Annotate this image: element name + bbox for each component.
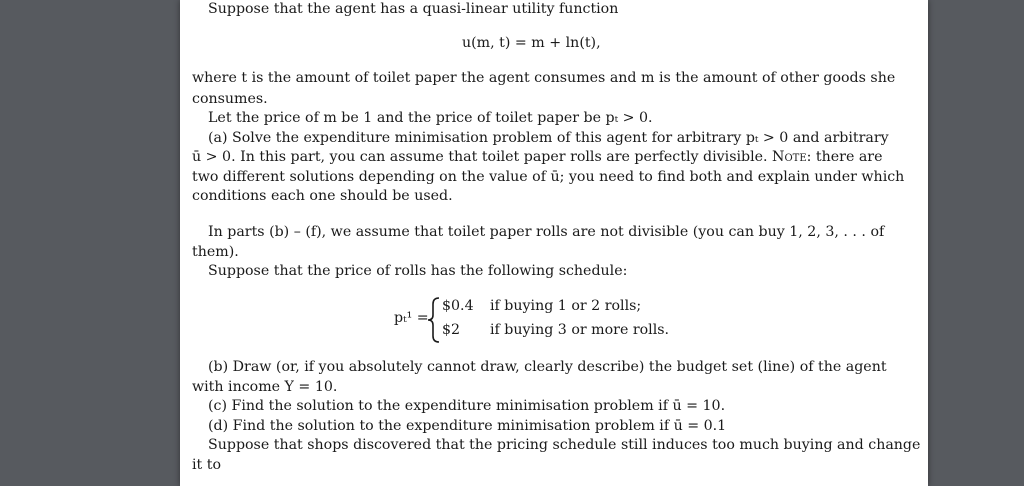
text-line: conditions each one should be used. <box>192 188 453 204</box>
utility-equation: u(m, t) = m + ln(t), <box>462 35 601 51</box>
text-line: consumes. <box>192 91 268 107</box>
text-line: Suppose that shops discovered that the pricing schedule still induces too much buying and change <box>208 437 921 453</box>
left-brace-icon <box>426 296 442 344</box>
text-line: Suppose that the agent has a quasi-linear utility function <box>208 1 619 17</box>
price-schedule-row-1 <box>442 298 474 314</box>
text-span: ū > 0. In this part, you can assume that toilet paper rolls are perfectly divisible. <box>192 149 773 165</box>
text-line: two different solutions depending on the value of ū; you need to find both and explain under which <box>192 169 905 185</box>
price-value: $2 <box>442 322 461 338</box>
text-line: Suppose that the price of rolls has the following schedule: <box>208 263 628 279</box>
text-line: Let the price of m be 1 and the price of toilet paper be pₜ > 0. <box>208 110 653 126</box>
text-span: : there are <box>806 149 883 165</box>
price-schedule-cond-2: if buying 3 or more rolls. <box>490 322 670 338</box>
question-a: (a) Solve the expenditure minimisation problem of this agent for arbitrary pₜ > 0 and arbitrary <box>208 130 889 146</box>
text-line <box>192 148 883 166</box>
question-d: (d) Find the solution to the expenditure minimisation problem if ū = 0.1 <box>208 418 727 434</box>
viewer-background-right <box>928 0 1024 486</box>
price-schedule-row-2 <box>442 322 460 338</box>
price-schedule-lhs: pₜ¹ = <box>394 310 429 326</box>
viewer-background-left <box>0 0 180 486</box>
question-c: (c) Find the solution to the expenditure minimisation problem if ū = 10. <box>208 398 726 414</box>
text-line: with income Y = 10. <box>192 379 338 395</box>
text-line: where t is the amount of toilet paper the agent consumes and m is the amount of other goods she <box>192 70 896 86</box>
price-value: $0.4 <box>442 298 474 314</box>
text-line: In parts (b) – (f), we assume that toilet paper rolls are not divisible (you can buy 1, 2, 3, . . . of <box>208 224 885 240</box>
price-schedule-cond-1: if buying 1 or 2 rolls; <box>490 298 642 314</box>
document-page <box>180 0 928 486</box>
text-line: it to <box>192 457 221 473</box>
note-label: Note <box>772 149 807 165</box>
text-line: them). <box>192 244 239 260</box>
question-b: (b) Draw (or, if you absolutely cannot draw, clearly describe) the budget set (line) of the agent <box>208 359 887 375</box>
